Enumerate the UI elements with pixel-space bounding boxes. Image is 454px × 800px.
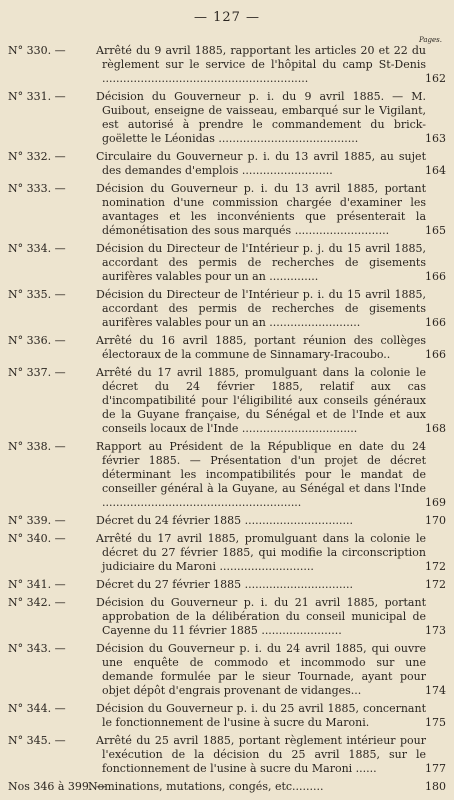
list-item (0, 90, 454, 146)
entry-number: N° 333. — (8, 182, 66, 195)
entry-text: Arrêté du 16 avril 1885, portant réunion des collèges électoraux de la commune de Sinnamary-Iracoubo.. (96, 334, 426, 361)
list-item (0, 182, 454, 238)
entry-number: N° 335. — (8, 288, 66, 301)
entry-page: 166 (425, 270, 446, 283)
entry-page: 168 (425, 422, 446, 435)
entry-number: N° 342. — (8, 596, 66, 609)
entry-number: N° 331. — (8, 90, 66, 103)
entry-text: Arrêté du 9 avril 1885, rapportant les articles 20 et 22 du règlement sur le service de l'hôpital du camp St-Denis ........................................................... (96, 44, 426, 85)
entry-number: N° 339. — (8, 514, 66, 527)
list-item (0, 702, 454, 730)
entry-number: Nos 346 à 399. — (8, 780, 107, 793)
entry-text: Décision du Gouverneur p. i. du 21 avril 1885, portant approbation de la délibération du conseil municipal de Cayenne du 11 février 1885 ....................... (96, 596, 426, 637)
entry-number: N° 337. — (8, 366, 66, 379)
list-item (0, 366, 454, 436)
list-item (0, 734, 454, 776)
entry-page: 169 (425, 496, 446, 509)
entry-page: 173 (425, 624, 446, 637)
entry-page: 177 (425, 762, 446, 775)
entry-number: N° 330. — (8, 44, 66, 57)
entry-number: N° 332. — (8, 150, 66, 163)
list-item (0, 440, 454, 510)
entry-text: Décision du Directeur de l'Intérieur p. j. du 15 avril 1885, accordant des permis de recherches de gisements aurifères valables pour un an .............. (96, 242, 426, 283)
entry-text: Nominations, mutations, congés, etc......... (88, 780, 324, 793)
list-item (0, 44, 454, 86)
entry-text: Décision du Directeur de l'Intérieur p. i. du 15 avril 1885, accordant des permis de recherches de gisements aurifères valables pour un an .......................... (96, 288, 426, 329)
entry-page: 163 (425, 132, 446, 145)
entry-text: Circulaire du Gouverneur p. i. du 13 avril 1885, au sujet des demandes d'emplois .......................... (96, 150, 426, 177)
entry-text: Décision du Gouverneur p. i. du 24 avril 1885, qui ouvre une enquête de commodo et incommodo sur une demande formulée par le sieur Tournade, ayant pour objet dépôt d'engrais provenant de vidanges... (96, 642, 426, 697)
entry-page: 172 (425, 560, 446, 573)
entry-page: 180 (425, 780, 446, 793)
entry-number: N° 336. — (8, 334, 66, 347)
entry-text: Rapport au Président de la République en date du 24 février 1885. — Présentation d'un projet de décret déterminant les incompatibilités pour le mandat de conseiller général à la Guyane, au Sénégal et dans l'Inde ......................................................... (96, 440, 426, 509)
entry-text: Décret du 24 février 1885 ............................... (96, 514, 354, 527)
pages-column-label: Pages. (418, 36, 442, 44)
list-item (0, 288, 454, 330)
page-number: — 127 — (193, 10, 261, 25)
entry-page: 174 (425, 684, 446, 697)
entry-page: 162 (425, 72, 446, 85)
list-item (0, 242, 454, 284)
entry-page: 164 (425, 164, 446, 177)
entry-page: 165 (425, 224, 446, 237)
entry-number: N° 338. — (8, 440, 66, 453)
list-item (0, 642, 454, 698)
list-item (0, 150, 454, 178)
entry-page: 166 (425, 316, 446, 329)
list-item (0, 514, 454, 528)
list-item (0, 578, 454, 592)
entry-text: Décision du Gouverneur p. i. du 25 avril 1885, concernant le fonctionnement de l'usine à sucre du Maroni. (96, 702, 426, 729)
list-item (0, 596, 454, 638)
entry-number: N° 334. — (8, 242, 66, 255)
table-of-contents (0, 44, 454, 798)
entry-text: Arrêté du 25 avril 1885, portant règlement intérieur pour l'exécution de la décision du 25 avril 1885, sur le fonctionnement de l'usine à sucre du Maroni ...... (96, 734, 426, 775)
list-item (0, 334, 454, 362)
entry-page: 175 (425, 716, 446, 729)
entry-text: Arrêté du 17 avril 1885, promulguant dans la colonie le décret du 27 février 1885, qui modifie la circonscription judiciaire du Maroni ........................... (96, 532, 426, 573)
entry-number: N° 341. — (8, 578, 66, 591)
list-item (0, 780, 454, 794)
entry-text: Décision du Gouverneur p. i. du 13 avril 1885, portant nomination d'une commission chargée d'examiner les avantages et les inconvénients que présenterait la démonétisation des sous marqués ........................... (96, 182, 426, 237)
list-item (0, 532, 454, 574)
entry-number: N° 343. — (8, 642, 66, 655)
entry-number: N° 340. — (8, 532, 66, 545)
entry-page: 166 (425, 348, 446, 361)
entry-page: 172 (425, 578, 446, 591)
entry-number: N° 345. — (8, 734, 66, 747)
entry-number: N° 344. — (8, 702, 66, 715)
entry-page: 170 (425, 514, 446, 527)
entry-text: Décret du 27 février 1885 ............................... (96, 578, 354, 591)
entry-text: Décision du Gouverneur p. i. du 9 avril 1885. — M. Guibout, enseigne de vaisseau, embarqué sur le Vigilant, est autorisé à prendre le commandement du brick-goëlette le Léonidas ........................................ (96, 90, 426, 145)
entry-text: Arrêté du 17 avril 1885, promulguant dans la colonie le décret du 24 février 1885, relatif aux cas d'incompatibilité pour l'éligibilité aux conseils généraux de la Guyane française, du Sénégal et de l'Inde et aux conseils locaux de l'Inde ................................. (96, 366, 426, 435)
